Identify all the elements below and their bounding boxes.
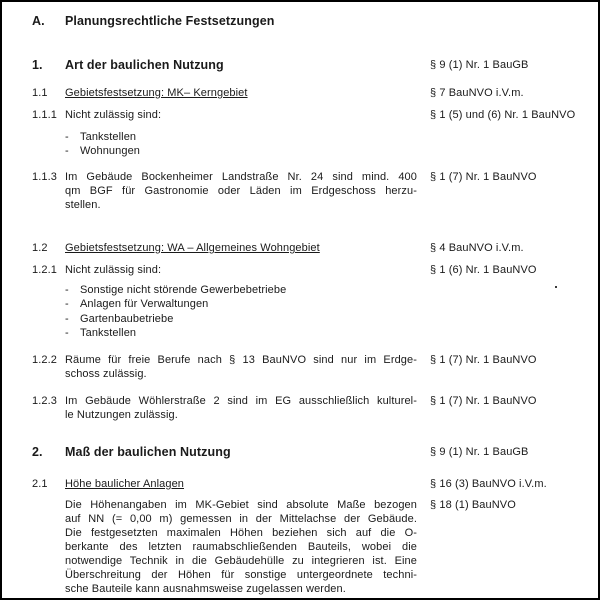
list-item-label: Sonstige nicht störende Gewerbebetriebe — [80, 284, 287, 296]
paragraph-line: Überschreitung der Höhen für sonstige untergeordnete techni- — [65, 569, 417, 581]
list-item — [32, 130, 596, 144]
section-1-1-row — [32, 86, 596, 100]
paragraph-line: Im Gebäude Bockenheimer Landstraße Nr. 24 sind mind. 400 — [65, 171, 417, 183]
section-2-1-paragraph-row — [32, 498, 596, 596]
legal-reference: § 4 BauNVO i.V.m. — [430, 242, 524, 254]
section-1-1-number: 1.1 — [32, 87, 48, 99]
paragraph-line: auf NN (= 0,00 m) gemessen in der Mittelachse der Gebäude. — [65, 513, 417, 525]
paragraph-line: Die Höhenangaben im MK-Gebiet sind absolute Maße bezogen — [65, 499, 417, 511]
paragraph-line: stellen. — [65, 199, 101, 211]
section-2-1-title: Höhe baulicher Anlagen — [65, 478, 185, 490]
legal-reference: § 9 (1) Nr. 1 BauGB — [430, 59, 529, 71]
list-item-label: Tankstellen — [80, 327, 137, 339]
list-item-label: Gartenbaubetriebe — [80, 313, 174, 325]
legal-reference: § 16 (3) BauNVO i.V.m. — [430, 478, 547, 490]
list-item — [32, 297, 596, 311]
paragraph-line: Im Gebäude Wöhlerstraße 2 sind im EG ausschließlich kulturel- — [65, 395, 417, 407]
section-1-title: Art der baulichen Nutzung — [65, 58, 224, 72]
section-1-2-title: Gebietsfestsetzung: WA – Allgemeines Wohngebiet — [65, 242, 320, 254]
section-1-1-1-title: Nicht zulässig sind: — [65, 109, 162, 121]
list-dash: - — [65, 313, 69, 325]
section-1-2-3-paragraph — [65, 394, 417, 422]
legal-reference: § 1 (5) und (6) Nr. 1 BauNVO — [430, 109, 576, 121]
section-2-number: 2. — [32, 445, 43, 459]
section-1-row — [32, 58, 596, 73]
section-1-1-3-row — [32, 170, 596, 212]
list-dash: - — [65, 298, 69, 310]
legal-reference: § 1 (7) Nr. 1 BauNVO — [430, 354, 537, 366]
section-1-2-1-number: 1.2.1 — [32, 264, 57, 276]
list-item — [32, 283, 596, 297]
legal-reference: § 9 (1) Nr. 1 BauGB — [430, 446, 529, 458]
section-1-2-3-row — [32, 394, 596, 422]
paragraph-line: berkante des letzten raumabschließenden Bauteils, wobei die — [65, 541, 417, 553]
legal-reference: § 1 (7) Nr. 1 BauNVO — [430, 395, 537, 407]
paragraph-line: Die festgesetzten maximalen Höhen beziehen sich auf die O- — [65, 527, 417, 539]
list-dash: - — [65, 284, 69, 296]
section-1-1-title: Gebietsfestsetzung: MK– Kerngebiet — [65, 87, 248, 99]
list-dash: - — [65, 327, 69, 339]
section-2-row — [32, 445, 596, 460]
list-dash: - — [65, 145, 69, 157]
section-a-row — [32, 14, 596, 29]
legal-reference: § 1 (6) Nr. 1 BauNVO — [430, 264, 537, 276]
section-1-2-2-number: 1.2.2 — [32, 354, 57, 366]
section-1-2-1-row — [32, 263, 596, 277]
paragraph-line: sche Bauteile kann ausnahmsweise zugelassen werden. — [65, 583, 346, 595]
section-1-2-3-number: 1.2.3 — [32, 395, 57, 407]
paragraph-line: le Nutzungen zulässig. — [65, 409, 178, 421]
paragraph-line: schoss zulässig. — [65, 368, 147, 380]
paragraph-line: notwendige Technik in die Gebäudehülle zu integrieren ist. Eine — [65, 555, 417, 567]
section-1-2-2-paragraph — [65, 353, 417, 381]
legal-reference: § 7 BauNVO i.V.m. — [430, 87, 524, 99]
paragraph-line: Räume für freie Berufe nach § 13 BauNVO sind nur im Erdge- — [65, 354, 417, 366]
section-2-1-number: 2.1 — [32, 478, 48, 490]
section-2-title: Maß der baulichen Nutzung — [65, 445, 231, 459]
list-dash: - — [65, 131, 69, 143]
section-1-number: 1. — [32, 58, 43, 72]
section-1-1-3-number: 1.1.3 — [32, 171, 57, 183]
paragraph-line: qm BGF für Gastronomie oder Läden im Erdgeschoss herzu- — [65, 185, 417, 197]
section-1-1-1-row — [32, 108, 596, 122]
list-item-label: Wohnungen — [80, 145, 141, 157]
section-1-1-1-number: 1.1.1 — [32, 109, 57, 121]
list-item-label: Anlagen für Verwaltungen — [80, 298, 209, 310]
section-2-1-row — [32, 477, 596, 491]
section-1-1-3-paragraph — [65, 170, 417, 212]
section-1-2-number: 1.2 — [32, 242, 48, 254]
list-item — [32, 312, 596, 326]
section-1-2-1-title: Nicht zulässig sind: — [65, 264, 162, 276]
section-a-number: A. — [32, 14, 45, 28]
section-1-2-2-row — [32, 353, 596, 381]
section-a-title: Planungsrechtliche Festsetzungen — [65, 14, 275, 28]
list-item — [32, 326, 596, 340]
section-1-2-row — [32, 241, 596, 255]
section-2-1-paragraph — [65, 498, 417, 596]
list-item-label: Tankstellen — [80, 131, 137, 143]
legal-reference: § 18 (1) BauNVO — [430, 499, 516, 511]
scan-artifact-dot — [555, 286, 557, 288]
list-item — [32, 144, 596, 158]
legal-reference: § 1 (7) Nr. 1 BauNVO — [430, 171, 537, 183]
